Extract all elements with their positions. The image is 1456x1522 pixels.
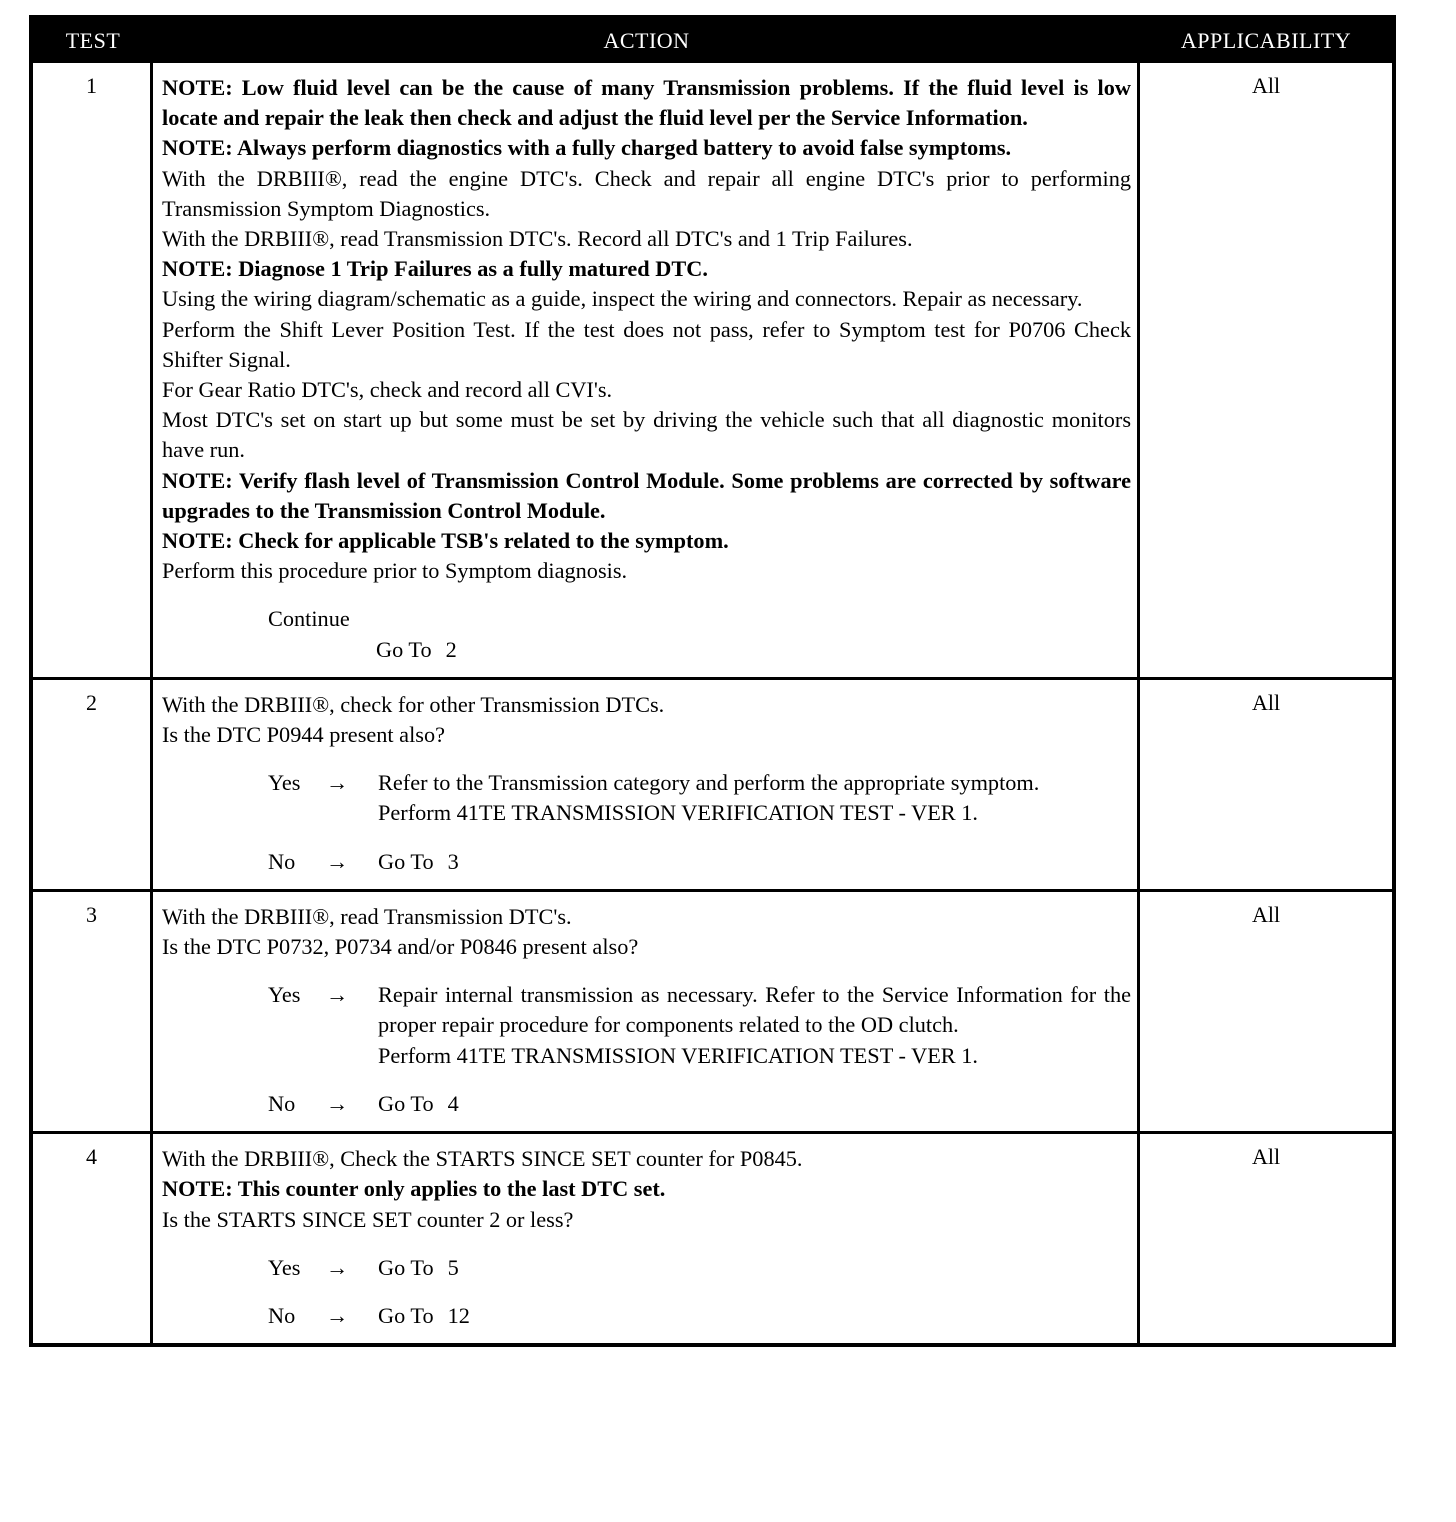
action-line: Most DTC's set on start up but some must be set by driving the vehicle such that all diagnostic monitors have run.: [162, 407, 1131, 463]
arrow-right-icon: →: [326, 770, 349, 796]
action-line: Perform this procedure prior to Symptom diagnosis.: [162, 558, 628, 584]
header-applicability: APPLICABILITY: [1180, 28, 1352, 53]
goto-target[interactable]: 4: [447, 1090, 459, 1116]
action-cell: [153, 680, 1140, 889]
test-number: 4: [33, 1134, 153, 1343]
yes-label: Yes: [268, 982, 301, 1008]
goto-target[interactable]: 12: [447, 1302, 470, 1328]
table-row-test-3: [33, 889, 1392, 1131]
action-line: Is the DTC P0944 present also?: [162, 722, 446, 748]
goto-label: Go To: [378, 1090, 434, 1116]
no-branch: [268, 1301, 1131, 1331]
test-number: 3: [33, 892, 153, 1131]
applicability-value: All: [1251, 689, 1281, 715]
test-number: 2: [33, 680, 153, 889]
header-action: ACTION: [603, 28, 690, 53]
no-label: No: [268, 1302, 296, 1328]
yes-result-line: Repair internal transmission as necessary. Refer to the Service Information for the proper repair procedure for components related to the OD clutch.: [378, 982, 1131, 1038]
goto-link[interactable]: [376, 635, 1131, 665]
goto-label: Go To: [378, 848, 434, 874]
diagnostic-test-table: [29, 15, 1396, 1347]
table-header: [33, 19, 1392, 63]
continue-label: Continue: [268, 606, 350, 632]
arrow-right-icon: →: [326, 1302, 349, 1328]
yes-branch: [268, 768, 1131, 828]
action-line: Perform the Shift Lever Position Test. If the test does not pass, refer to Symptom test for P0706 Check Shifter Signal.: [162, 316, 1131, 372]
goto-target[interactable]: 5: [447, 1254, 459, 1280]
table-row-test-4: [33, 1131, 1392, 1343]
note-line: NOTE: Diagnose 1 Trip Failures as a fully matured DTC.: [162, 256, 708, 282]
yes-result-line: Perform 41TE TRANSMISSION VERIFICATION TEST - VER 1.: [378, 1042, 978, 1068]
goto-link[interactable]: [378, 847, 1131, 877]
goto-target[interactable]: 2: [445, 636, 457, 662]
action-line: Using the wiring diagram/schematic as a guide, inspect the wiring and connectors. Repair as necessary.: [162, 286, 1083, 312]
note-line: NOTE: This counter only applies to the last DTC set.: [162, 1176, 666, 1202]
action-line: With the DRBIII®, read Transmission DTC's. Record all DTC's and 1 Trip Failures.: [162, 226, 913, 252]
note-line: NOTE: Verify flash level of Transmission Control Module. Some problems are corrected by software upgrades to the Transmission Control Module.: [162, 467, 1131, 523]
action-cell: [153, 1134, 1140, 1343]
applicability-value: All: [1251, 73, 1281, 98]
arrow-right-icon: →: [326, 1254, 349, 1280]
goto-link[interactable]: [378, 1253, 1131, 1283]
yes-result-line: Perform 41TE TRANSMISSION VERIFICATION TEST - VER 1.: [378, 800, 978, 826]
arrow-right-icon: →: [326, 1090, 349, 1116]
no-label: No: [268, 848, 296, 874]
goto-label: Go To: [378, 1254, 434, 1280]
goto-target[interactable]: 3: [447, 848, 459, 874]
note-line: NOTE: Check for applicable TSB's related to the symptom.: [162, 528, 729, 554]
action-line: With the DRBIII®, read Transmission DTC's.: [162, 903, 572, 929]
action-line: With the DRBIII®, check for other Transmission DTCs.: [162, 691, 665, 717]
table-row-test-1: [33, 63, 1392, 677]
yes-branch: [268, 1253, 1131, 1283]
no-branch: [268, 847, 1131, 877]
applicability-value: All: [1251, 901, 1281, 927]
yes-label: Yes: [268, 770, 301, 796]
no-label: No: [268, 1090, 296, 1116]
action-line: With the DRBIII®, read the engine DTC's. Check and repair all engine DTC's prior to performing Transmission Symptom Diagnostics.: [162, 165, 1131, 221]
goto-label: Go To: [378, 1302, 434, 1328]
yes-result: [378, 768, 1131, 828]
arrow-right-icon: →: [326, 982, 349, 1008]
arrow-right-icon: →: [326, 848, 349, 874]
applicability-value: All: [1251, 1144, 1281, 1170]
goto-link[interactable]: [378, 1301, 1131, 1331]
yes-label: Yes: [268, 1254, 301, 1280]
action-cell: [153, 892, 1140, 1131]
yes-branch: [268, 980, 1131, 1071]
action-line: For Gear Ratio DTC's, check and record all CVI's.: [162, 377, 613, 403]
action-line: Is the DTC P0732, P0734 and/or P0846 present also?: [162, 934, 639, 960]
note-line: NOTE: Always perform diagnostics with a fully charged battery to avoid false symptoms.: [162, 135, 1012, 161]
no-branch: [268, 1089, 1131, 1119]
test-number: 1: [33, 63, 153, 677]
yes-result: [378, 980, 1131, 1071]
table-row-test-2: [33, 677, 1392, 889]
action-cell: [153, 63, 1140, 677]
goto-link[interactable]: [378, 1089, 1131, 1119]
action-line: Is the STARTS SINCE SET counter 2 or less?: [162, 1206, 574, 1232]
header-test: TEST: [65, 28, 121, 53]
action-line: With the DRBIII®, Check the STARTS SINCE SET counter for P0845.: [162, 1146, 803, 1172]
yes-result-line: Refer to the Transmission category and perform the appropriate symptom.: [378, 770, 1040, 796]
note-line: NOTE: Low fluid level can be the cause of many Transmission problems. If the fluid level is low locate and repair the leak then check and adjust the fluid level per the Service Information.: [162, 75, 1131, 131]
goto-label: Go To: [376, 636, 432, 662]
